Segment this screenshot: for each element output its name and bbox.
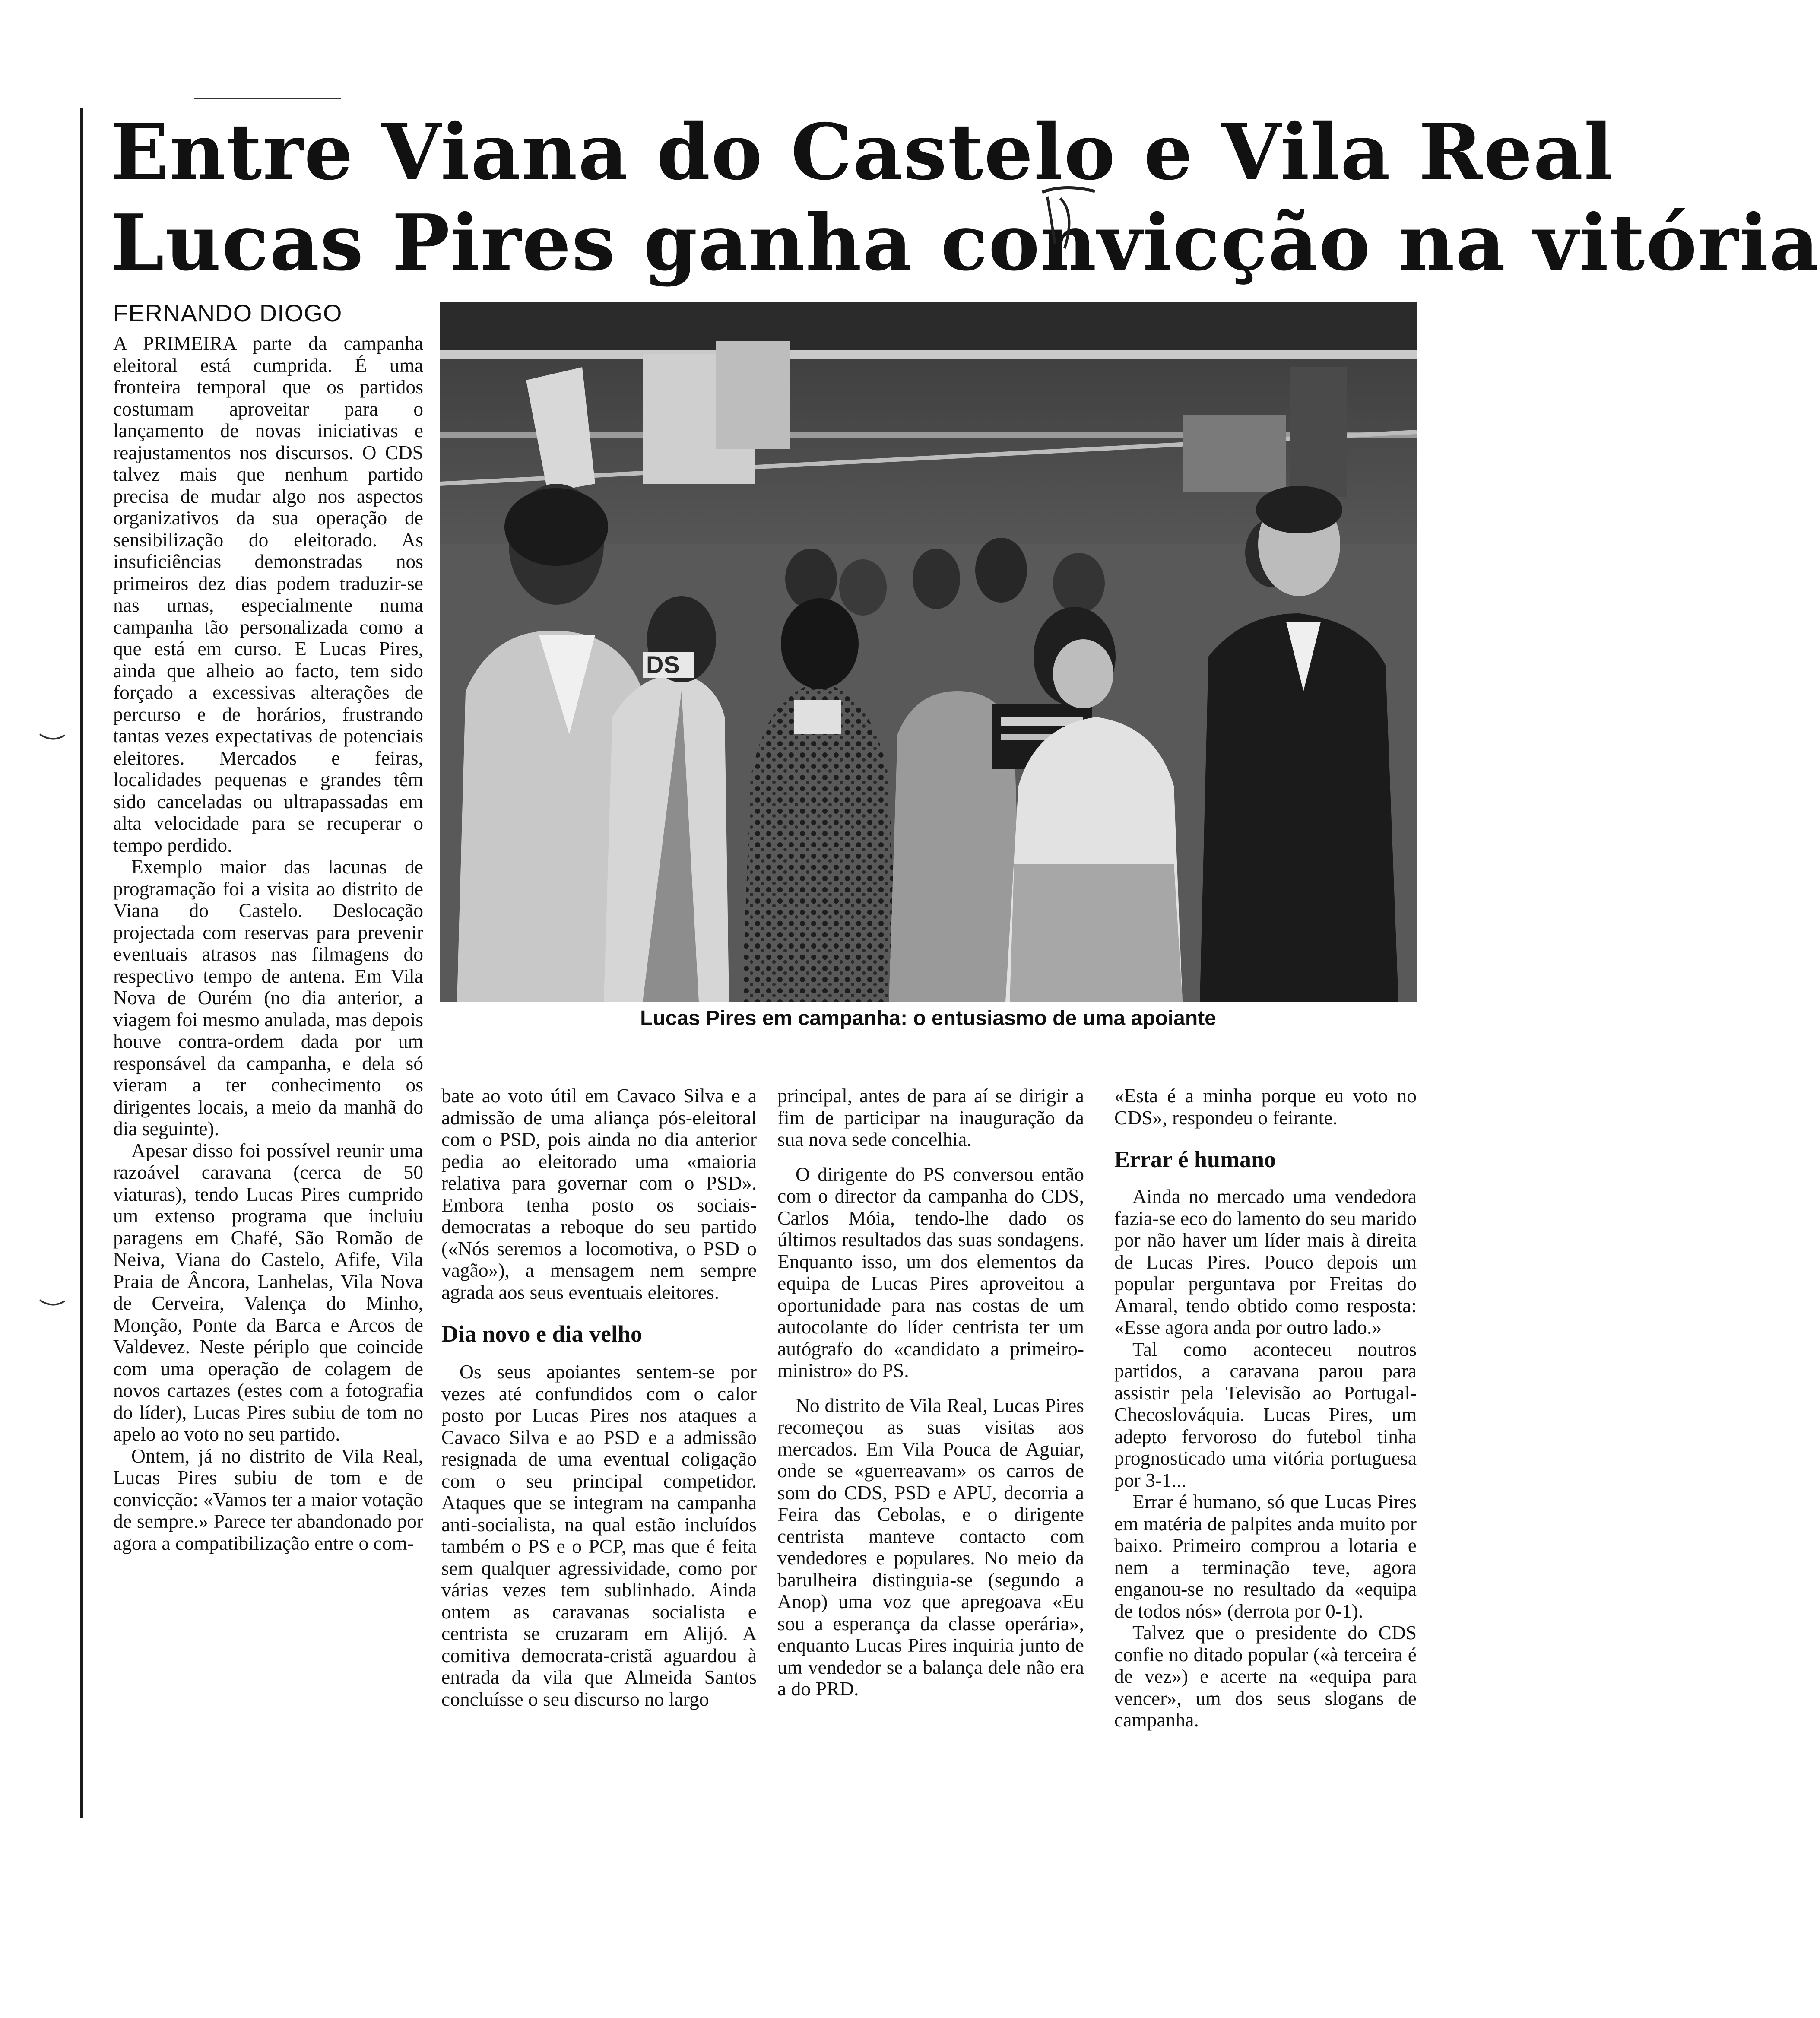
paragraph: Apesar disso foi possível reunir uma razoável caravana (cerca de 50 viaturas), tendo Lucas Pires cumprido um extenso programa que incluiu paragens em Chafé, São Romão de Neiva, Viana do Castelo, Afife, Vila Praia de Âncora, Lanhelas, Vila Nova de Cerveira, Valença do Minho, Monção, Ponte da Barca e Arcos de Valdevez. Neste périplo que coincide com uma operação de colagem de novos cartazes (estes com a fotografia do líder), Lucas Pires subiu de tom no apelo ao voto no seu partido.: [113, 1139, 423, 1445]
left-margin-rule: [80, 108, 83, 1818]
paragraph: Ainda no mercado uma vendedora fazia-se eco do lamento do seu marido por não haver um líder mais à direita de Lucas Pires. Pouco depois um popular perguntava por Freitas do Amaral, tendo obtido como resposta: «Esse agora anda por outro lado.»: [1114, 1185, 1417, 1338]
paragraph: Talvez que o presidente do CDS confie no ditado popular («à terceira é de vez») e acerte na «equipa para vencer», um dos seus slogans de campanha.: [1114, 1621, 1417, 1731]
paragraph: principal, antes de para aí se dirigir a fim de participar na inauguração da sua nova sede concelhia.: [777, 1085, 1084, 1150]
article-column-3: [777, 1085, 1084, 1700]
paragraph: A PRIMEIRA parte da campanha eleitoral está cumprida. É uma fronteira temporal que os partidos costumam aproveitar para o lançamento de novas iniciativas e reajustamentos nos discursos. O CDS talvez mais que nenhum partido precisa de mudar algo nos aspectos organizativos da sua operação de sensibilização do eleitorado. As insuficiências demonstradas nos primeiros dez dias podem traduzir-se nas urnas, especialmente numa campanha tão personalizada como a que está em curso. E Lucas Pires, ainda que alheio ao facto, tem sido forçado a excessivas alterações de percurso e de horários, frustrando tantas vezes expectativas de potenciais eleitores. Mercados e feiras, localidades pequenas e grandes têm sido canceladas ou ultrapassadas em alta velocidade para se recuperar o tempo perdido.: [113, 332, 423, 856]
photo-caption: Lucas Pires em campanha: o entusiasmo de uma apoiante: [640, 1007, 1216, 1030]
margin-pen-mark: [40, 1296, 66, 1313]
handwritten-correction-mark: [1034, 179, 1099, 253]
margin-pen-mark: [40, 730, 66, 747]
article-column-2: [441, 1085, 757, 1710]
cds-sign-text: DS: [646, 651, 680, 678]
paragraph: No distrito de Vila Real, Lucas Pires recomeçou as suas visitas aos mercados. Em Vila Pouca de Aguiar, onde se «guerreavam» os carros de som do CDS, PSD e APU, decorria a Feira das Cebolas, e o dirigente centrista manteve contacto com vendedores e populares. No meio da barulheira distinguia-se (segundo a Anop) uma voz que apregoava «Eu sou a esperança da classe operária», enquanto Lucas Pires inquiria junto de um vendedor se a balança dele não era a do PRD.: [777, 1394, 1084, 1700]
subheading: Errar é humano: [1114, 1146, 1276, 1172]
paragraph: Os seus apoiantes sentem-se por vezes até confundidos com o calor posto por Lucas Pires nos ataques a Cavaco Silva e ao PSD e a admissão resignada de uma eventual coligação com o seu principal competidor. Ataques que se integram na campanha anti-socialista, na qual estão incluídos também o PS e o PCP, mas que é feita sem qualquer agressividade, como por várias vezes tem sublinhado. Ainda ontem as caravanas socialista e centrista se cruzaram em Alijó. A comitiva democrata-cristã aguardou à entrada da vila que Almeida Santos concluísse o seu discurso no largo: [441, 1361, 757, 1710]
headline-line-1: Entre Viana do Castelo e Vila Real: [110, 107, 1614, 197]
campaign-photo: [440, 302, 1417, 1002]
paragraph: Errar é humano, só que Lucas Pires em matéria de palpites anda muito por baixo. Primeiro comprou a lotaria e nem a terminação teve, agora enganou-se no resultado da «equipa de todos nós» (derrota por 0-1).: [1114, 1491, 1417, 1622]
subheading: Dia novo e dia velho: [441, 1321, 643, 1347]
article-column-4: [1114, 1085, 1417, 1731]
byline: FERNANDO DIOGO: [113, 299, 342, 327]
paragraph: Ontem, já no distrito de Vila Real, Lucas Pires subiu de tom e de convicção: «Vamos ter a maior votação de sempre.» Parece ter abandonado por agora a compatibilização entre o com-: [113, 1444, 423, 1554]
paragraph: «Esta é a minha porque eu voto no CDS», respondeu o feirante.: [1114, 1085, 1417, 1129]
paragraph: Tal como aconteceu noutros partidos, a caravana parou para assistir pela Televisão ao Portugal-Checoslováquia. Lucas Pires, um adepto fervoroso do futebol tinha prognosticado uma vitória portuguesa por 3-1...: [1114, 1338, 1417, 1491]
paragraph: O dirigente do PS conversou então com o director da campanha do CDS, Carlos Móia, tendo-lhe dado os últimos resultados das suas sondagens. Enquanto isso, um dos elementos da equipa de Lucas Pires aproveitou a oportunidade para nas costas de um autocolante do líder centrista ter um autógrafo do «candidato a primeiro-ministro» do PS.: [777, 1163, 1084, 1381]
paragraph: Exemplo maior das lacunas de programação foi a visita ao distrito de Viana do Castelo. Deslocação projectada com reservas para prevenir eventuais atrasos nas filmagens do respectivo tempo de antena. Em Vila Nova de Ourém (no dia anterior, a viagem foi mesmo anulada, mas depois houve contra-ordem dada por um responsável da campanha, e dela só vieram a ter conhecimento os dirigentes locais, a meio da manhã do dia seguinte).: [113, 856, 423, 1139]
paragraph: bate ao voto útil em Cavaco Silva e a admissão de uma aliança pós-eleitoral com o PSD, pois ainda no dia anterior pedia ao eleitorado uma «maioria relativa para governar com o PSD». Embora tenha posto os sociais-democratas a reboque do seu partido («Nós seremos a locomotiva, o PSD o vagão»), a mensagem nem sempre agrada aos seus eventuais eleitores.: [441, 1085, 757, 1303]
article-column-1: [113, 333, 423, 1554]
headline-line-2: Lucas Pires ganha convicção na vitória: [110, 197, 1820, 288]
top-rule: [194, 98, 341, 99]
